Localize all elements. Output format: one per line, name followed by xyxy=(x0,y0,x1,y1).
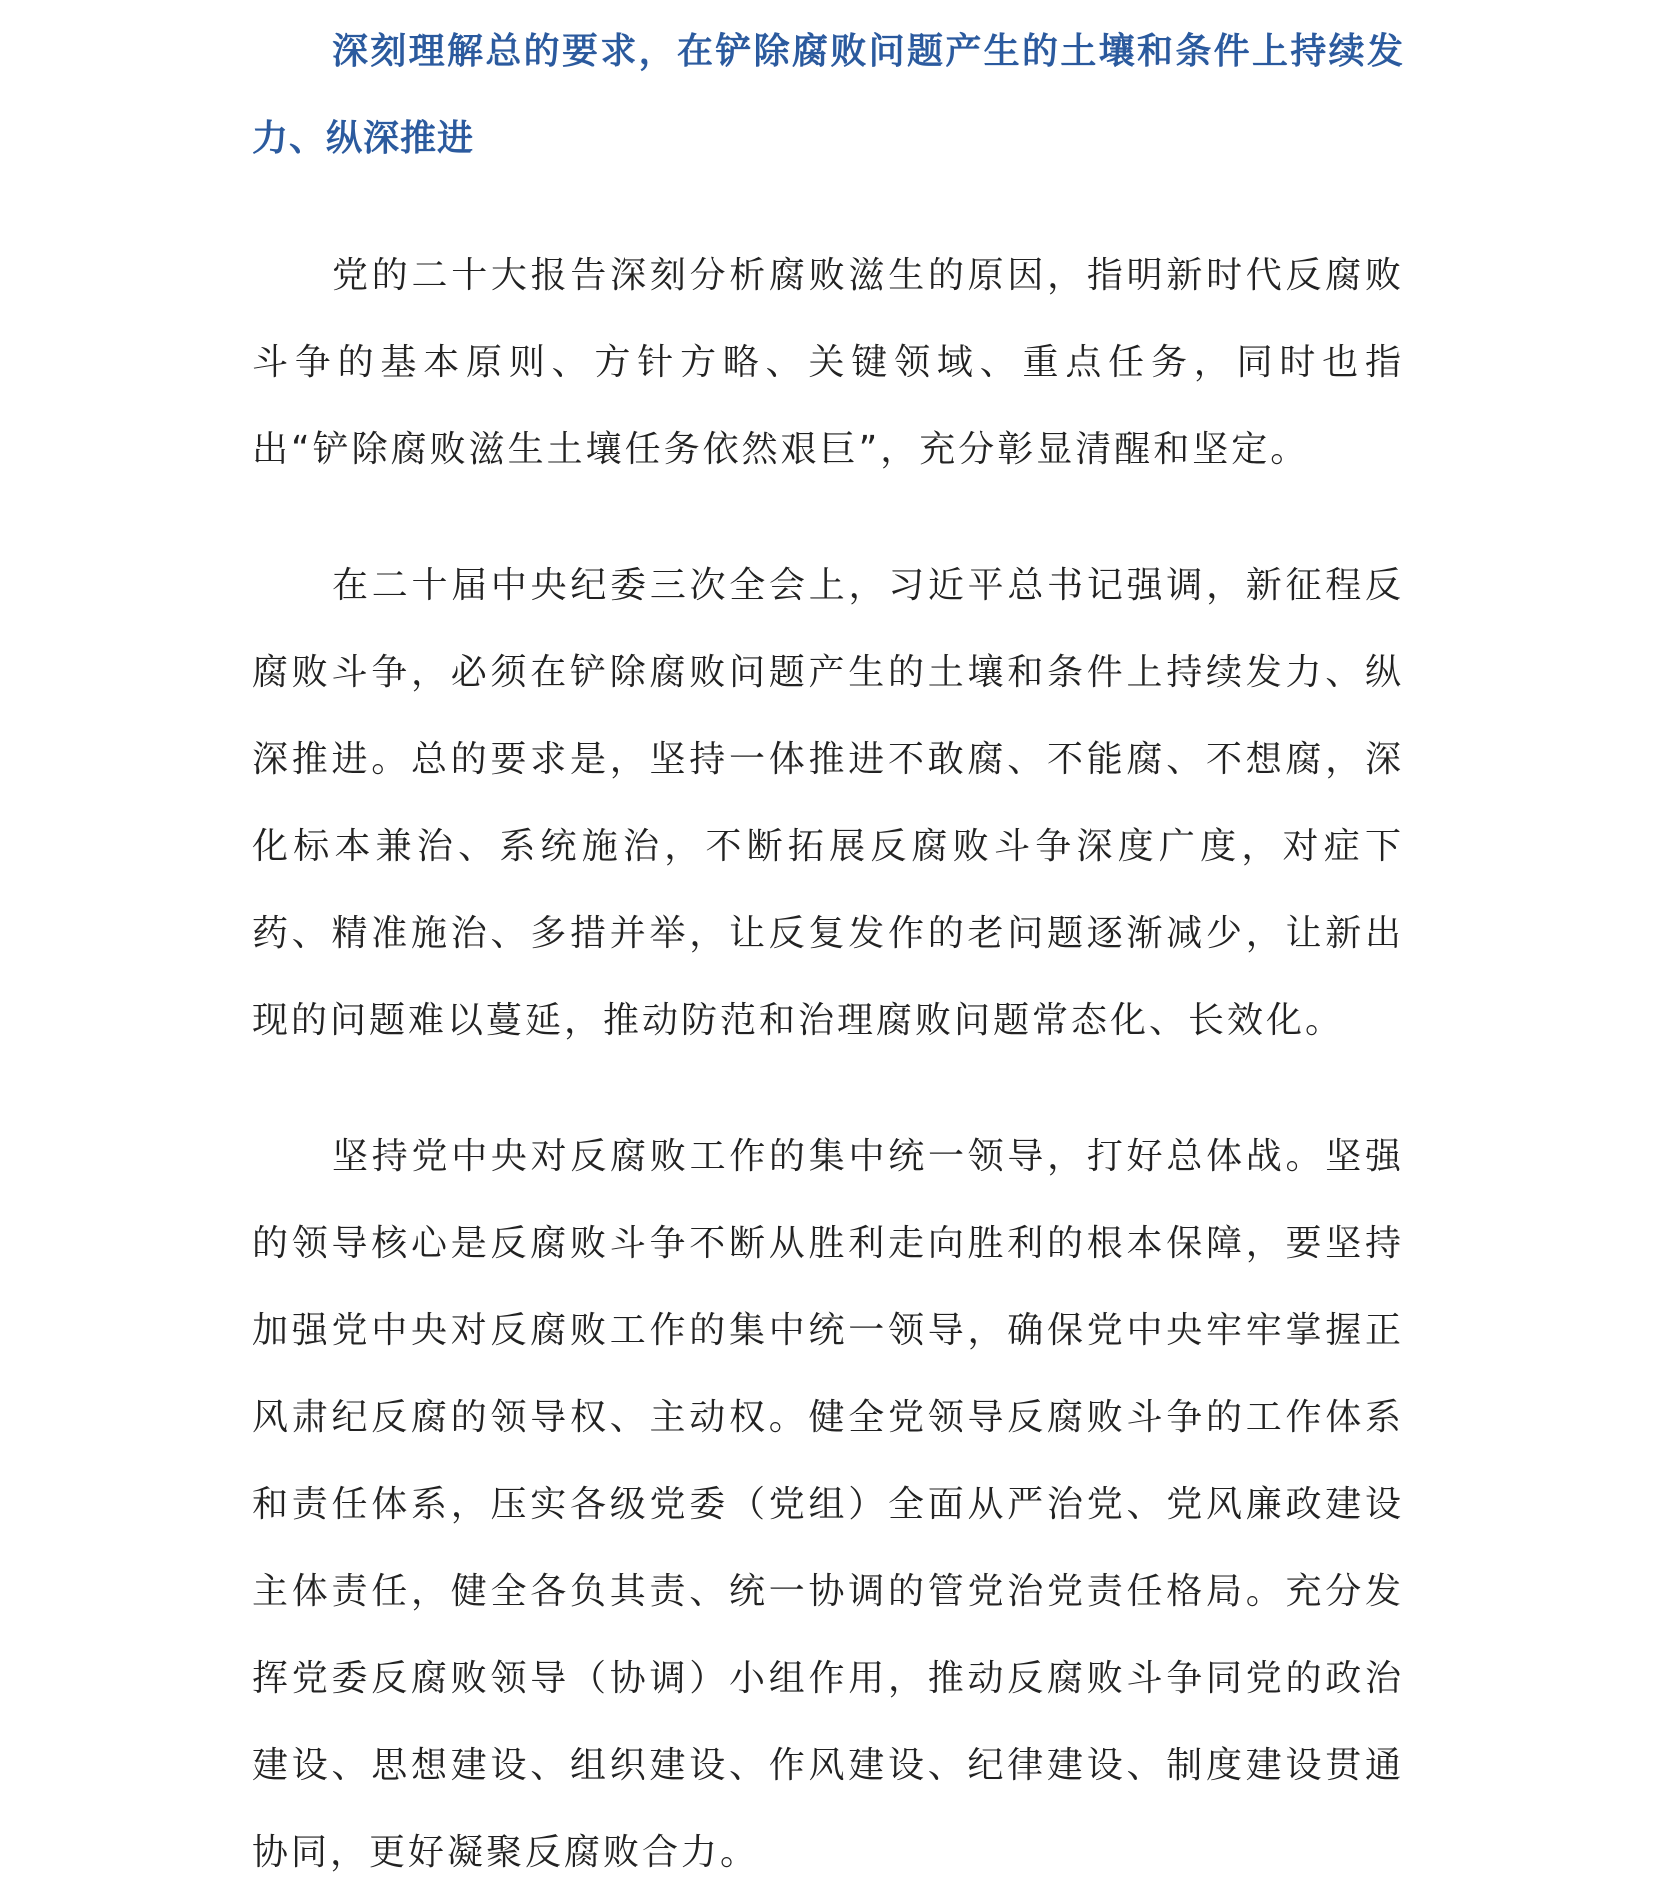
section-heading: 深刻理解总的要求，在铲除腐败问题产生的土壤和条件上持续发力、纵深推进 xyxy=(252,31,1404,159)
article-body xyxy=(252,8,1404,1896)
paragraph-1: 党的二十大报告深刻分析腐败滋生的原因，指明新时代反腐败斗争的基本原则、方针方略、关键领域、重点任务，同时也指出“铲除腐败滋生土壤任务依然艰巨”，充分彰显清醒和坚定。 xyxy=(252,255,1404,470)
paragraph-3: 坚持党中央对反腐败工作的集中统一领导，打好总体战。坚强的领导核心是反腐败斗争不断从胜利走向胜利的根本保障，要坚持加强党中央对反腐败工作的集中统一领导，确保党中央牢牢掌握正风肃纪反腐的领导权、主动权。健全党领导反腐败斗争的工作体系和责任体系，压实各级党委（党组）全面从严治党、党风廉政建设主体责任，健全各负其责、统一协调的管党治党责任格局。充分发挥党委反腐败领导（协调）小组作用，推动反腐败斗争同党的政治建设、思想建设、组织建设、作风建设、纪律建设、制度建设贯通协同，更好凝聚反腐败合力。 xyxy=(252,1136,1404,1873)
paragraph-2: 在二十届中央纪委三次全会上，习近平总书记强调，新征程反腐败斗争，必须在铲除腐败问题产生的土壤和条件上持续发力、纵深推进。总的要求是，坚持一体推进不敢腐、不能腐、不想腐，深化标本兼治、系统施治，不断拓展反腐败斗争深度广度，对症下药、精准施治、多措并举，让反复发作的老问题逐渐减少，让新出现的问题难以蔓延，推动防范和治理腐败问题常态化、长效化。 xyxy=(252,565,1404,1041)
